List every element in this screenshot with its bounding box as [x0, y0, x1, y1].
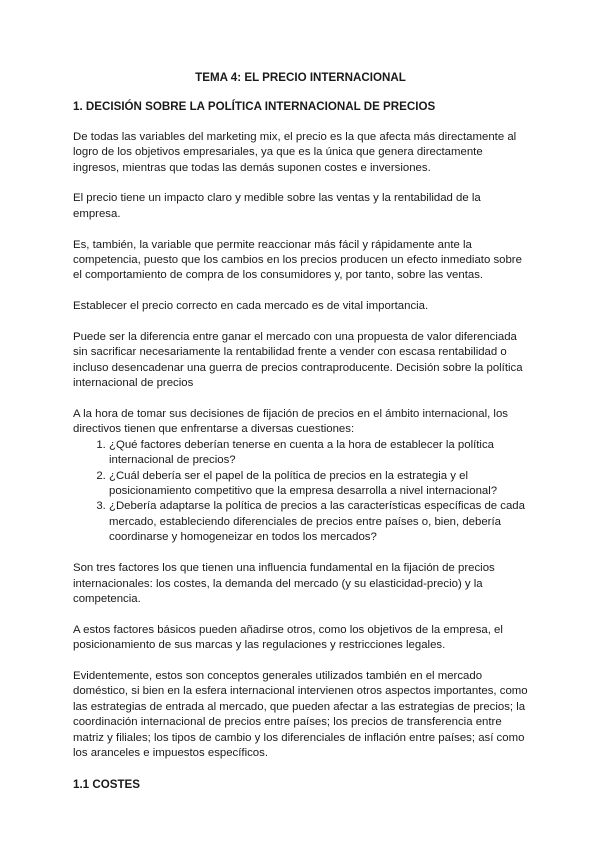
paragraph: El precio tiene un impacto claro y medible sobre las ventas y la rentabilidad de la empresa.: [73, 192, 481, 220]
paragraph: Es, también, la variable que permite reaccionar más fácil y rápidamente ante la competencia, puesto que los cambios en los precios producen un efecto inmediato sobre el comportamiento de compra de los consumidores y, por tanto, sobre las ventas.: [73, 238, 522, 282]
paragraph: Establecer el precio correcto en cada mercado es de vital importancia.: [73, 300, 429, 313]
paragraph: De todas las variables del marketing mix, el precio es la que afecta más directamente al logro de los objetivos empresariales, ya que es la única que genera directamente ingresos, mientras que todas las demás suponen costes e inversiones.: [73, 130, 517, 174]
document-page: [73, 70, 528, 792]
paragraph: Evidentemente, estos son conceptos generales utilizados también en el mercado doméstico, si bien en la esfera internacional intervienen otros aspectos importantes, como las estrategias de entrada al mercado, que pueden afectar a las estrategias de precios; la coordinación internacional de precios entre países; los precios de transferencia entre matriz y filiales; los tipos de cambio y los diferenciales de inflación entre países; así como los aranceles e impuestos específicos.: [73, 669, 528, 759]
paragraph: A la hora de tomar sus decisiones de fijación de precios en el ámbito internacional, los directivos tienen que enfrentarse a diversas cuestiones:: [73, 408, 508, 436]
document-title: TEMA 4: EL PRECIO INTERNACIONAL: [195, 71, 406, 84]
paragraph: Puede ser la diferencia entre ganar el mercado con una propuesta de valor diferenciada sin sacrificar necesariamente la rentabilidad frente a vender con escasa rentabilidad o incluso desencadenar una guerra de precios contraproducente. Decisión sobre la política internacional de precios: [73, 331, 523, 390]
subsection-heading: 1.1 COSTES: [73, 777, 141, 791]
section-heading: 1. DECISIÓN SOBRE LA POLÍTICA INTERNACIONAL DE PRECIOS: [73, 100, 436, 114]
questions-list: [73, 438, 528, 546]
paragraph: Son tres factores los que tienen una influencia fundamental en la fijación de precios internacionales: los costes, la demanda del mercado (y su elasticidad-precio) y la competencia.: [73, 562, 495, 605]
list-item: 2. ¿Cuál debería ser el papel de la política de precios en la estrategia y el posicionamiento competitivo que la empresa desarrolla a nivel internacional?: [109, 469, 528, 500]
paragraph: A estos factores básicos pueden añadirse otros, como los objetivos de la empresa, el posicionamiento de sus marcas y las regulaciones y restricciones legales.: [73, 623, 503, 652]
list-item: 1. ¿Qué factores deberían tenerse en cuenta a la hora de establecer la política internacional de precios?: [109, 438, 528, 469]
list-item: 3. ¿Debería adaptarse la política de precios a las características específicas de cada mercado, estableciendo diferenciales de precios entre países o, bien, debería coordinarse y homogeneizar en todos los mercados?: [109, 499, 528, 545]
